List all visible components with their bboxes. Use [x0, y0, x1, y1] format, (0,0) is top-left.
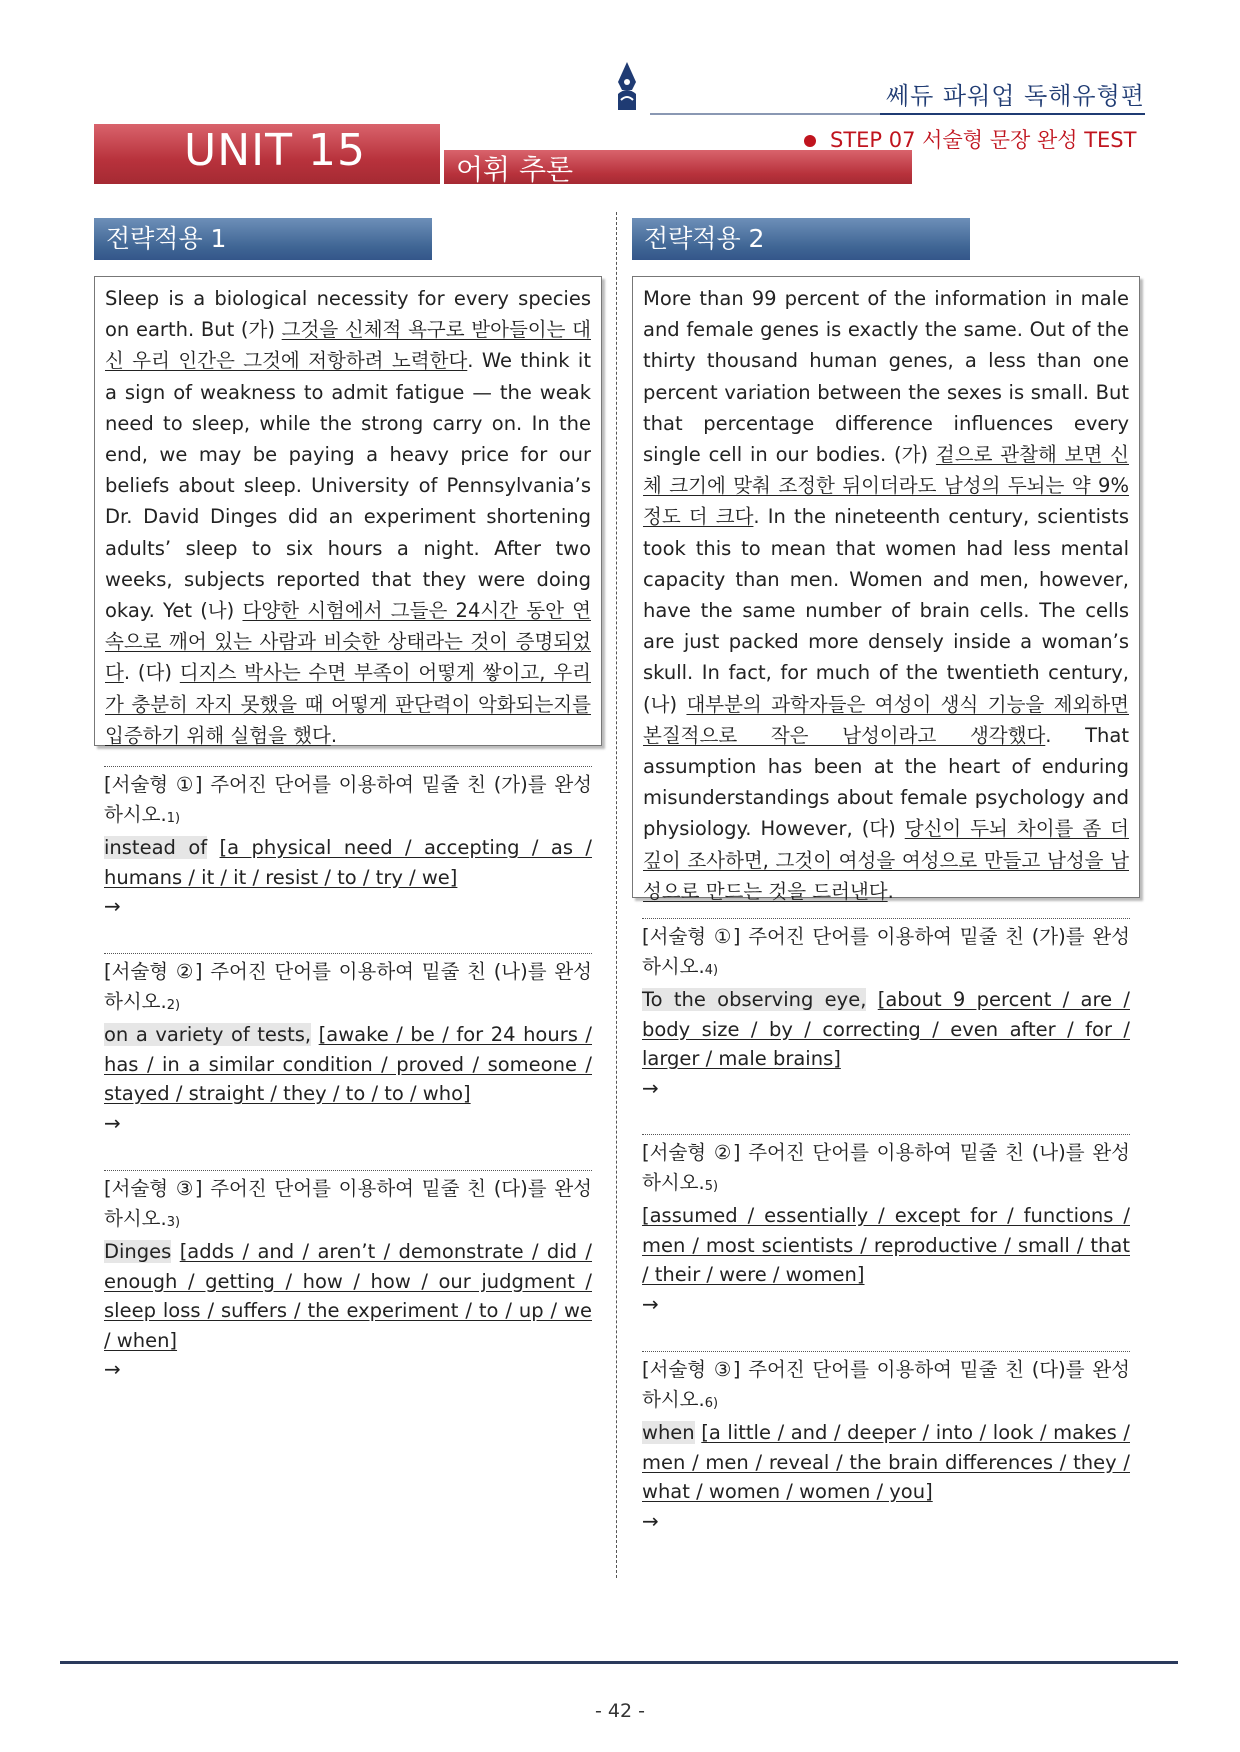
lead-phrase: Dinges: [104, 1240, 172, 1263]
footnote-number: 3): [166, 1214, 181, 1230]
question-6: [642, 1351, 1130, 1535]
word-bank: [104, 1020, 592, 1109]
word-list: [a little / and / deeper / into / look / makes / men / men / reveal / the brain differences / they / what / women / women / you]: [642, 1421, 1130, 1503]
underlined-ga: 겉으로 관찰해 보면 신체 크기에 맞춰 조정한 뒤이더라도 남성의 두뇌는 약 9% 정도 더 크다: [643, 443, 1129, 529]
footnote-number: 1): [166, 810, 181, 826]
passage-text: .: [330, 723, 338, 747]
word-bank: [642, 1201, 1130, 1290]
question-prompt: [서술형 ③] 주어진 단어를 이용하여 밑줄 친 (다)를 완성하시오.3): [104, 1177, 592, 1230]
footer-divider: [60, 1661, 1178, 1664]
underlined-na: 대부분의 과학자들은 여성이 생식 기능을 제외하면 본질적으로 작은 남성이라고 생각했다: [643, 692, 1129, 747]
section-title-right: 전략적용 2: [632, 218, 970, 260]
word-list: [awake / be / for 24 hours / has / in a similar condition / proved / someone / stayed / straight / they / to / to / who]: [104, 1023, 592, 1105]
footnote-number: 2): [166, 997, 181, 1013]
word-list: [adds / and / aren’t / demonstrate / did / enough / getting / how / how / our judgment / sleep loss / suffers / the experiment / to / up / we / when]: [104, 1240, 593, 1352]
word-list: [about 9 percent / are / body size / by / correcting / even after / for / larger / male brains]: [642, 988, 1130, 1070]
question-1: [104, 766, 592, 920]
question-prompt: [서술형 ③] 주어진 단어를 이용하여 밑줄 친 (다)를 완성하시오.6): [642, 1358, 1130, 1411]
passage-text: . We think it a sign of weakness to admit fatigue — the weak need to sleep, while the strong carry on. In the end, we may be paying a heavy price for our beliefs about sleep. University of Pennsylvania’s Dr. David Dinges did an experiment shortening adults’ sleep to six hours a night. After two weeks, subjects reported that they were doing okay. Yet (나): [105, 349, 591, 623]
step-text: STEP 07 서술형 문장 완성 TEST: [830, 128, 1137, 152]
word-bank: [104, 1237, 592, 1355]
answer-arrow[interactable]: →: [104, 1110, 121, 1135]
question-3: [104, 1170, 592, 1383]
dotted-rule: [642, 1351, 1130, 1352]
lead-phrase: instead of: [104, 836, 208, 859]
question-prompt: [서술형 ②] 주어진 단어를 이용하여 밑줄 친 (나)를 완성하시오.5): [642, 1141, 1130, 1194]
underlined-ga: 그것을 신체적 욕구로 받아들이는 대신 우리 인간은 그것에 저항하려 노력한다: [105, 318, 591, 373]
word-list: [a physical need / accepting / as / humans / it / it / resist / to / try / we]: [104, 836, 592, 889]
answer-arrow[interactable]: →: [104, 1357, 121, 1381]
word-bank: [642, 985, 1130, 1074]
underlined-na: 다양한 시험에서 그들은 24시간 동안 연속으로 깨어 있는 사람과 비슷한 상태라는 것이 증명되었다: [105, 599, 591, 685]
dotted-rule: [642, 918, 1130, 919]
question-2: [104, 953, 592, 1137]
topic-title: 어휘 추론: [456, 153, 574, 186]
section-title-left: 전략적용 1: [94, 218, 432, 260]
passage-text: . In the nineteenth century, scientists took this to mean that women had less mental capacity than men. Women and men, however, have the same number of brain cells. The cells are just packed more densely inside a woman’s skull. In fact, for much of the twentieth century, (나): [643, 505, 1129, 716]
word-bank: [642, 1418, 1130, 1507]
underlined-da: 당신이 두뇌 차이를 좀 더 깊이 조사하면, 그것이 여성을 여성으로 만들고 남성을 남성으로 만드는 것을 드러낸다: [643, 817, 1129, 903]
underlined-da: 디지스 박사는 수면 부족이 어떻게 쌓이고, 우리가 충분히 자지 못했을 때 어떻게 판단력이 악화되는지를 입증하기 위해 실험을 했다: [105, 661, 591, 747]
unit-title: UNIT 15: [184, 125, 366, 176]
question-prompt: [서술형 ①] 주어진 단어를 이용하여 밑줄 친 (가)를 완성하시오.1): [104, 773, 592, 826]
page-number: - 42 -: [595, 1700, 645, 1722]
passage-left: [94, 276, 602, 746]
lead-phrase: To the observing eye,: [642, 988, 867, 1011]
question-5: [642, 1134, 1130, 1318]
footnote-number: 5): [704, 1178, 719, 1194]
series-title: 쎄듀 파워업 독해유형편: [885, 82, 1145, 110]
answer-arrow[interactable]: →: [642, 1508, 659, 1533]
step-label: [804, 124, 1136, 154]
dotted-rule: [104, 766, 592, 767]
passage-text: . That assumption has been at the heart of enduring misunderstandings about female psychology and physiology. However, (다): [643, 723, 1129, 841]
dotted-rule: [642, 1134, 1130, 1135]
question-prompt: [서술형 ②] 주어진 단어를 이용하여 밑줄 친 (나)를 완성하시오.2): [104, 960, 592, 1013]
word-bank: [104, 833, 592, 892]
footnote-number: 6): [704, 1395, 719, 1411]
passage-text: More than 99 percent of the information in male and female genes is exactly the same. Out of the thirty thousand human genes, a less than one percent variation between the sexes is small. But that percentage difference influences every single cell in our bodies. (가): [643, 287, 1129, 467]
word-list: [assumed / essentially / except for / functions / men / most scientists / reproductive / small / that / their / were / women]: [642, 1204, 1130, 1286]
dotted-rule: [104, 953, 592, 954]
footnote-number: 4): [704, 962, 719, 978]
passage-text: .: [887, 879, 894, 903]
answer-arrow[interactable]: →: [642, 1291, 659, 1316]
column-divider: [616, 212, 617, 1578]
bullet-dot-icon: [804, 135, 816, 147]
lead-phrase: on a variety of tests,: [104, 1023, 312, 1046]
pen-nib-logo-icon: [612, 60, 642, 116]
question-4: [642, 918, 1130, 1102]
passage-text: Sleep is a biological necessity for every species on earth. But (가): [105, 287, 591, 342]
lead-phrase: when: [642, 1421, 695, 1444]
dotted-rule: [104, 1170, 592, 1171]
answer-arrow[interactable]: →: [642, 1075, 659, 1100]
answer-arrow[interactable]: →: [104, 894, 121, 918]
passage-text: . (다): [123, 661, 180, 685]
header-divider-accent: [880, 113, 1145, 115]
question-prompt: [서술형 ①] 주어진 단어를 이용하여 밑줄 친 (가)를 완성하시오.4): [642, 925, 1130, 978]
passage-right: [632, 276, 1140, 903]
